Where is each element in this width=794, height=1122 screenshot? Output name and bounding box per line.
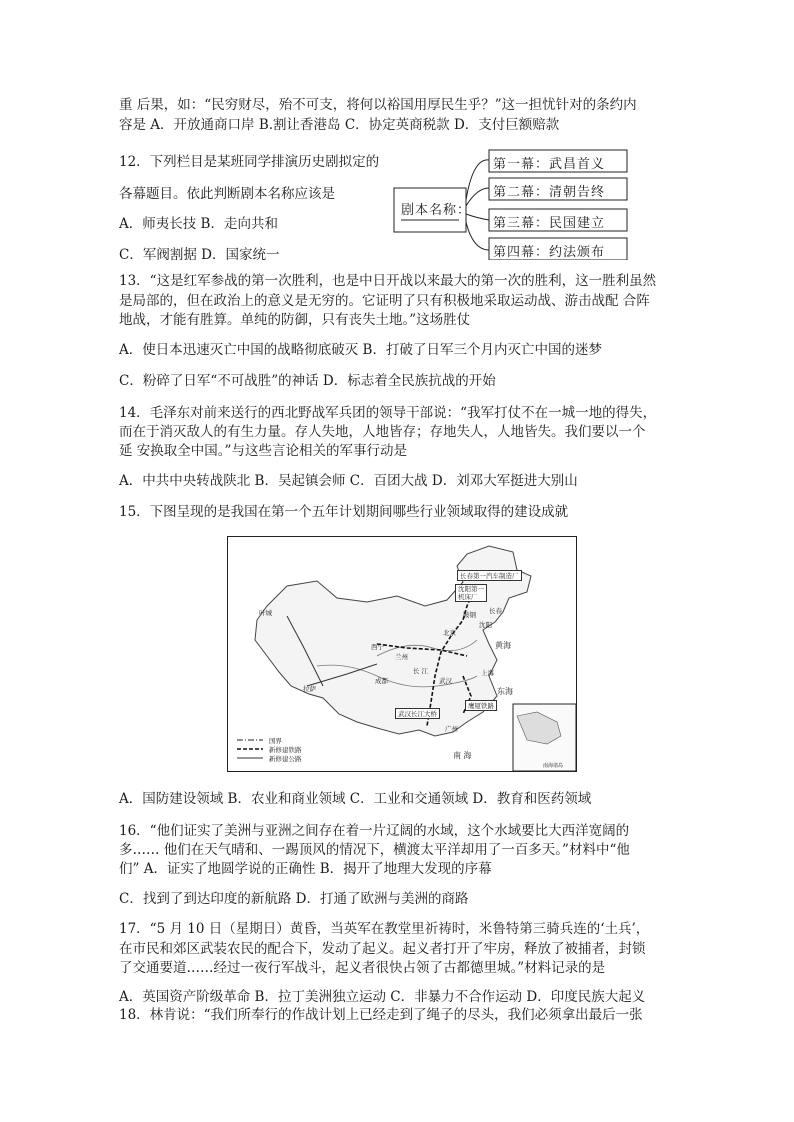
river-yangtze: 长 江 [413, 667, 429, 675]
q13-line-3: 地战，才能有胜算。单纯的防御，只有丧失土地。”这场胜仗 [119, 312, 471, 328]
q12-line-1: 12．下列栏目是某班同学排演历史剧拟定的 [119, 154, 380, 170]
q16-option-cd: C．找到了到达印度的新航路 D．打通了欧洲与美洲的商路 [119, 891, 469, 907]
legend-border: 国界 [269, 737, 282, 745]
q13-option-cd: C．粉碎了日军“不可战胜”的神话 D．标志着全民族抗战的开始 [119, 373, 496, 389]
city-changchun: 长春 [489, 607, 502, 615]
diagram-act-1: 第一幕：武昌首义 [493, 157, 606, 172]
q15-options: A．国防建设领域 B．农业和商业领域 C．工业和交通领域 D．教育和医药领域 [119, 791, 592, 807]
city-xining: 西宁 [371, 643, 384, 651]
label-shenyang-machine-plant [455, 584, 487, 602]
label-wuhan-bridge: 武汉长江大桥 [395, 708, 440, 719]
label-anshan-steel: 鞍钢 [463, 611, 476, 619]
q13-line-1: 13．“这是红军参战的第一次胜利，也是中日开战以来最大的第一次的胜利，这一胜利虽然 [119, 273, 657, 289]
q18-line-1: 18．林肯说：“我们所奉行的作战计划上已经走到了绳子的尽头，我们必须拿出最后一张 [119, 1007, 643, 1023]
q12-line-2: 各幕题目。依此判断剧本名称应该是 [119, 186, 335, 202]
q17-line-2: 在市民和郊区武装农民的配合下，发动了起义。起义者打开了牢房，释放了被捕者，封锁 [119, 941, 646, 957]
diagram-act-2: 第二幕：清朝告终 [493, 185, 606, 200]
first-five-year-plan-map [227, 536, 577, 772]
q14-options: A．中共中央转战陕北 B．吴起镇会师 C．百团大战 D．刘邓大军挺进大别山 [119, 473, 578, 489]
q12-option-a: A．师夷长技 B．走向共和 [119, 216, 278, 232]
city-guangzhou: 广州 [445, 725, 458, 733]
q13-option-ab: A．使日本迅速灭亡中国的战略彻底破灭 B．打破了日军三个月内灭亡中国的迷梦 [119, 342, 602, 358]
city-shanghai: 上海 [481, 669, 494, 677]
sea-donghai: 东海 [497, 687, 513, 696]
q15-line-1: 15．下图呈现的是我国在第一个五年计划期间哪些行业领域取得的建设成就 [119, 504, 569, 520]
sea-huanghai: 黄海 [495, 641, 511, 650]
label-changchun-auto-plant: 长春第一汽车制造厂 [457, 570, 522, 581]
city-wuhan: 武汉 [439, 677, 452, 685]
city-chengdu: 成都 [375, 677, 388, 685]
diagram-act-4: 第四幕：约法颁布 [493, 245, 606, 260]
q17-line-1: 17．“5 月 10 日（星期日）黄昏，当英军在教堂里祈祷时，米鲁特第三骑兵连的‘土兵’， [119, 921, 650, 937]
diagram-act-3: 第三幕：民国建立 [493, 216, 606, 231]
q14-line-3: 延 安换取全中国。”与这些言论相关的军事行动是 [119, 443, 407, 459]
q16-line-2: 多…… 他们在天气晴和、一踢顶风的情况下，横渡太平洋却用了一百多天。”材料中“他 [119, 842, 630, 858]
label-shenyang-b: 机床厂 [458, 593, 478, 601]
q16-line-1: 16．“他们证实了美洲与亚洲之间存在着一片辽阔的水域，这个水域要比大西洋宽阔的 [119, 823, 630, 839]
legend-railway: 新修建铁路 [269, 746, 302, 754]
q16-line-3: 们” A．证实了地圆学说的正确性 B．揭开了地理大发现的序幕 [119, 861, 492, 877]
q17-options: A．英国资产阶级革命 B．拉丁美洲独立运动 C．非暴力不合作运动 D．印度民族大起义 [119, 989, 646, 1005]
q14-line-2: 而在于消灭敌人的有生力量。存人失地，人地皆存；存地失人，人地皆失。我们要以一个 [119, 424, 646, 440]
sea-nanhai: 南 海 [453, 751, 472, 760]
q13-line-2: 是局部的，但在政治上的意义是无穷的。它证明了只有积极地采取运动战、游击战配 合阵 [119, 293, 650, 309]
q14-line-1: 14．毛泽东对前来送行的西北野战军兵团的领导干部说：“我军打仗不在一城一地的得失， [119, 405, 657, 421]
city-lhasa: 拉萨 [303, 685, 316, 693]
q12-option-c: C．军阀割据 D．国家统一 [119, 247, 280, 263]
label-shenyang-a: 沈阳第一 [458, 585, 484, 593]
city-lanzhou: 兰州 [395, 653, 408, 661]
script-title-diagram [393, 148, 629, 260]
city-shenyang: 沈阳 [479, 621, 492, 629]
diagram-title: 剧本名称： [401, 203, 472, 218]
label-yingxia-railway: 鹰厦铁路 [465, 700, 497, 711]
q11-line-2: 容是 A．开放通商口岸 B.割让香港岛 C．协定英商税款 D．支付巨额赔款 [119, 117, 560, 133]
legend-road: 新修建公路 [269, 755, 302, 763]
q11-line-1: 重 后果，如：“民穷财尽，殆不可支，将何以裕国用厚民生乎？”这一担忧针对的条约内 [119, 97, 637, 113]
city-beijing: 北京 [443, 629, 456, 637]
inset-south-sea-islands: 南海诸岛 [543, 763, 564, 769]
q17-line-3: 了交通要道……经过一夜行军战斗，起义者很快占领了古都德里城。”材料记录的是 [119, 960, 606, 976]
city-yecheng: 叶城 [259, 609, 272, 617]
